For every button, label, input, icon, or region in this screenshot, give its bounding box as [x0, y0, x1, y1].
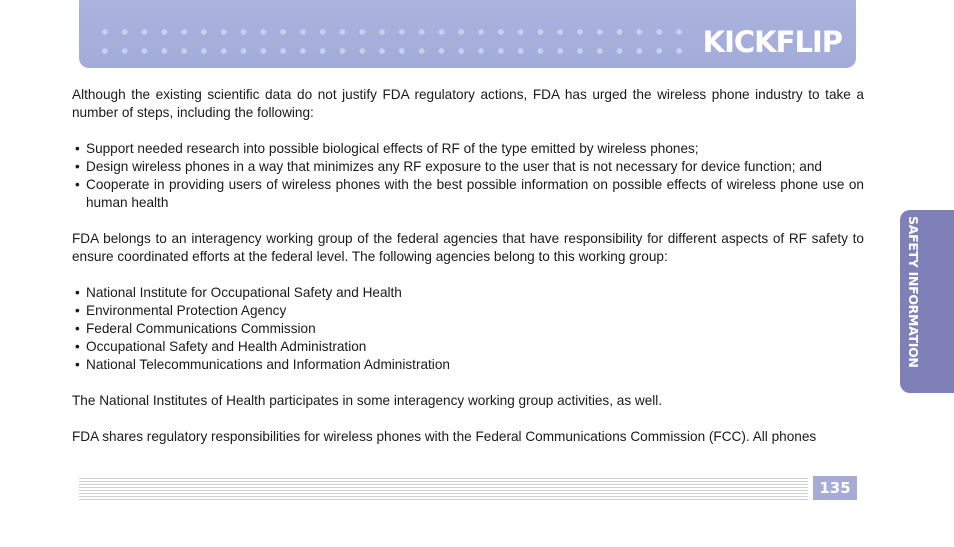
list-item: • Cooperate in providing users of wireless phones with the best possible information on possible effects of wireless phone use on human health: [75, 177, 864, 210]
bullet-icon: •: [75, 141, 80, 156]
list-item: • National Telecommunications and Information Administration: [75, 357, 450, 372]
bullet-icon: •: [75, 321, 80, 336]
paragraph-nih: The National Institutes of Health participates in some interagency working group activities, as well.: [72, 393, 663, 408]
dot-pattern-row: [95, 47, 695, 55]
side-tab-label: SAFETY INFORMATION: [906, 216, 921, 368]
section-side-tab: [900, 210, 954, 393]
dot-pattern-row: [95, 28, 695, 36]
footer-rule-lines: [79, 478, 808, 500]
list-item: • Occupational Safety and Health Administration: [75, 339, 367, 354]
steps-list: [72, 140, 864, 212]
bullet-icon: •: [75, 357, 80, 372]
paragraph-fcc: FDA shares regulatory responsibilities for wireless phones with the Federal Communications Commission (FCC). All phones: [72, 429, 817, 444]
bullet-icon: •: [75, 339, 80, 354]
bullet-icon: •: [75, 177, 80, 192]
list-item: • Support needed research into possible biological effects of RF of the type emitted by wireless phones;: [75, 141, 699, 156]
brand-logo: KICKFLIP: [702, 25, 842, 59]
paragraph-intro: Although the existing scientific data do not justify FDA regulatory actions, FDA has urged the wireless phone industry to take a number of steps, including the following:: [72, 87, 864, 120]
list-item: • National Institute for Occupational Safety and Health: [75, 285, 402, 300]
list-item: • Design wireless phones in a way that minimizes any RF exposure to the user that is not necessary for device function; and: [75, 159, 822, 174]
page-number: 135: [813, 476, 857, 500]
agencies-list: [72, 284, 864, 374]
header-banner: [79, 0, 856, 68]
bullet-icon: •: [75, 285, 80, 300]
page-content: [72, 86, 864, 446]
bullet-icon: •: [75, 303, 80, 318]
paragraph-working-group: FDA belongs to an interagency working group of the federal agencies that have responsibility for different aspects of RF safety to ensure coordinated efforts at the federal level. The following agencies belong to this working group:: [72, 231, 864, 264]
list-item: • Environmental Protection Agency: [75, 303, 287, 318]
list-item: • Federal Communications Commission: [75, 321, 316, 336]
bullet-icon: •: [75, 159, 80, 174]
